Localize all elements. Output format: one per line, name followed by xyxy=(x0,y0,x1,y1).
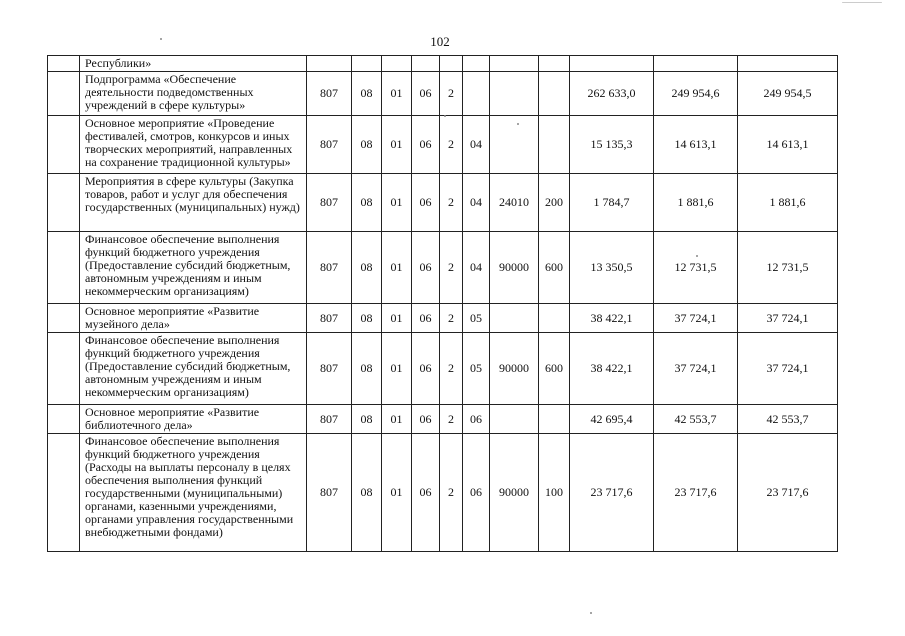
expense-type-cell xyxy=(539,405,570,434)
table-row xyxy=(48,333,838,405)
budget-table xyxy=(47,55,838,552)
scan-speck xyxy=(842,2,882,3)
row-description: Основное мероприятие «Проведение фестивалей, смотров, конкурсов и иных творческих мероприятий, направленных на сохранение традиционной культуры» xyxy=(80,116,307,174)
event-code-cell: 04 xyxy=(463,174,490,232)
expense-code-cell xyxy=(490,56,539,72)
amount-year1-cell: 13 350,5 xyxy=(570,232,654,304)
expense-code-cell: 90000 xyxy=(490,434,539,552)
amount-year1-cell xyxy=(570,56,654,72)
row-index-cell xyxy=(48,56,80,72)
ministry-code-cell: 807 xyxy=(307,174,352,232)
section-code-cell: 08 xyxy=(352,304,382,333)
row-description: Мероприятия в сфере культуры (Закупка товаров, работ и услуг для обеспечения государственных (муниципальных) нужд) xyxy=(80,174,307,232)
section-code-cell: 08 xyxy=(352,405,382,434)
amount-year2-cell: 42 553,7 xyxy=(654,405,738,434)
event-code-cell: 06 xyxy=(463,434,490,552)
amount-year1-cell: 1 784,7 xyxy=(570,174,654,232)
program-code-cell: 01 xyxy=(382,405,412,434)
row-index-cell xyxy=(48,304,80,333)
direction-code-cell xyxy=(440,56,463,72)
amount-year1-cell: 38 422,1 xyxy=(570,333,654,405)
expense-type-cell xyxy=(539,304,570,333)
amount-year2-cell: 12 731,5 xyxy=(654,232,738,304)
direction-code-cell: 2 xyxy=(440,434,463,552)
row-index-cell xyxy=(48,333,80,405)
expense-type-cell xyxy=(539,116,570,174)
row-description: Республики» xyxy=(80,56,307,72)
event-code-cell xyxy=(463,72,490,116)
row-index-cell xyxy=(48,232,80,304)
row-index-cell xyxy=(48,405,80,434)
ministry-code-cell: 807 xyxy=(307,333,352,405)
expense-type-cell xyxy=(539,56,570,72)
amount-year3-cell: 14 613,1 xyxy=(738,116,838,174)
event-code-cell: 04 xyxy=(463,116,490,174)
program-code-cell: 01 xyxy=(382,72,412,116)
direction-code-cell: 2 xyxy=(440,232,463,304)
amount-year3-cell: 12 731,5 xyxy=(738,232,838,304)
expense-type-cell: 100 xyxy=(539,434,570,552)
table-row xyxy=(48,72,838,116)
section-code-cell: 08 xyxy=(352,72,382,116)
section-code-cell: 08 xyxy=(352,333,382,405)
subprogram-code-cell: 06 xyxy=(412,333,440,405)
expense-code-cell xyxy=(490,72,539,116)
amount-year1-cell: 38 422,1 xyxy=(570,304,654,333)
table-row xyxy=(48,434,838,552)
subprogram-code-cell: 06 xyxy=(412,116,440,174)
subprogram-code-cell: 06 xyxy=(412,232,440,304)
row-index-cell xyxy=(48,174,80,232)
amount-year2-cell: 1 881,6 xyxy=(654,174,738,232)
row-description: Финансовое обеспечение выполнения функций бюджетного учреждения (Предоставление субсидий бюджетным, автономным учреждениям и иным некоммерческим организациям) xyxy=(80,232,307,304)
subprogram-code-cell: 06 xyxy=(412,174,440,232)
section-code-cell: 08 xyxy=(352,232,382,304)
row-index-cell xyxy=(48,434,80,552)
expense-type-cell: 600 xyxy=(539,333,570,405)
program-code-cell: 01 xyxy=(382,232,412,304)
row-description: Финансовое обеспечение выполнения функций бюджетного учреждения (Предоставление субсидий бюджетным, автономным учреждениям и иным некоммерческим организациям) xyxy=(80,333,307,405)
event-code-cell: 05 xyxy=(463,304,490,333)
amount-year2-cell xyxy=(654,56,738,72)
event-code-cell: 04 xyxy=(463,232,490,304)
table-row xyxy=(48,304,838,333)
scan-speck xyxy=(160,38,162,40)
amount-year3-cell: 23 717,6 xyxy=(738,434,838,552)
ministry-code-cell xyxy=(307,56,352,72)
amount-year1-cell: 262 633,0 xyxy=(570,72,654,116)
direction-code-cell: 2 xyxy=(440,304,463,333)
section-code-cell: 08 xyxy=(352,174,382,232)
program-code-cell: 01 xyxy=(382,174,412,232)
direction-code-cell: 2 xyxy=(440,333,463,405)
expense-code-cell: 24010 xyxy=(490,174,539,232)
subprogram-code-cell: 06 xyxy=(412,304,440,333)
event-code-cell: 06 xyxy=(463,405,490,434)
amount-year2-cell: 37 724,1 xyxy=(654,304,738,333)
amount-year1-cell: 15 135,3 xyxy=(570,116,654,174)
table-row xyxy=(48,56,838,72)
direction-code-cell: 2 xyxy=(440,72,463,116)
row-index-cell xyxy=(48,116,80,174)
ministry-code-cell: 807 xyxy=(307,232,352,304)
program-code-cell xyxy=(382,56,412,72)
section-code-cell: 08 xyxy=(352,116,382,174)
page-number: 102 xyxy=(430,34,450,49)
event-code-cell xyxy=(463,56,490,72)
ministry-code-cell: 807 xyxy=(307,72,352,116)
direction-code-cell: 2 xyxy=(440,116,463,174)
expense-code-cell xyxy=(490,116,539,174)
program-code-cell: 01 xyxy=(382,116,412,174)
subprogram-code-cell: 06 xyxy=(412,434,440,552)
program-code-cell: 01 xyxy=(382,434,412,552)
amount-year3-cell xyxy=(738,56,838,72)
table-row xyxy=(48,405,838,434)
amount-year3-cell: 249 954,5 xyxy=(738,72,838,116)
expense-type-cell xyxy=(539,72,570,116)
expense-code-cell xyxy=(490,304,539,333)
row-description: Подпрограмма «Обеспечение деятельности подведомственных учреждений в сфере культуры» xyxy=(80,72,307,116)
scan-speck xyxy=(696,255,698,257)
row-description: Основное мероприятие «Развитие музейного дела» xyxy=(80,304,307,333)
amount-year3-cell: 37 724,1 xyxy=(738,333,838,405)
subprogram-code-cell: 06 xyxy=(412,405,440,434)
amount-year2-cell: 23 717,6 xyxy=(654,434,738,552)
scan-speck xyxy=(517,123,519,125)
direction-code-cell: 2 xyxy=(440,405,463,434)
scan-speck xyxy=(590,612,592,614)
ministry-code-cell: 807 xyxy=(307,434,352,552)
amount-year2-cell: 14 613,1 xyxy=(654,116,738,174)
amount-year2-cell: 37 724,1 xyxy=(654,333,738,405)
expense-type-cell: 600 xyxy=(539,232,570,304)
scan-speck xyxy=(444,115,446,117)
table-row xyxy=(48,232,838,304)
ministry-code-cell: 807 xyxy=(307,405,352,434)
amount-year1-cell: 42 695,4 xyxy=(570,405,654,434)
ministry-code-cell: 807 xyxy=(307,116,352,174)
table-body xyxy=(48,56,838,552)
event-code-cell: 05 xyxy=(463,333,490,405)
amount-year3-cell: 37 724,1 xyxy=(738,304,838,333)
direction-code-cell: 2 xyxy=(440,174,463,232)
subprogram-code-cell: 06 xyxy=(412,72,440,116)
table-row xyxy=(48,116,838,174)
program-code-cell: 01 xyxy=(382,333,412,405)
table-row xyxy=(48,174,838,232)
ministry-code-cell: 807 xyxy=(307,304,352,333)
row-description: Основное мероприятие «Развитие библиотечного дела» xyxy=(80,405,307,434)
amount-year3-cell: 42 553,7 xyxy=(738,405,838,434)
amount-year3-cell: 1 881,6 xyxy=(738,174,838,232)
row-description: Финансовое обеспечение выполнения функций бюджетного учреждения (Расходы на выплаты персоналу в целях обеспечения выполнения функций государственными (муниципальными) органами, казенными учреждениями, органами управления государственными внебюджетными фондами) xyxy=(80,434,307,552)
expense-code-cell: 90000 xyxy=(490,333,539,405)
subprogram-code-cell xyxy=(412,56,440,72)
expense-code-cell xyxy=(490,405,539,434)
expense-type-cell: 200 xyxy=(539,174,570,232)
expense-code-cell: 90000 xyxy=(490,232,539,304)
section-code-cell: 08 xyxy=(352,434,382,552)
amount-year2-cell: 249 954,6 xyxy=(654,72,738,116)
amount-year1-cell: 23 717,6 xyxy=(570,434,654,552)
row-index-cell xyxy=(48,72,80,116)
program-code-cell: 01 xyxy=(382,304,412,333)
section-code-cell xyxy=(352,56,382,72)
